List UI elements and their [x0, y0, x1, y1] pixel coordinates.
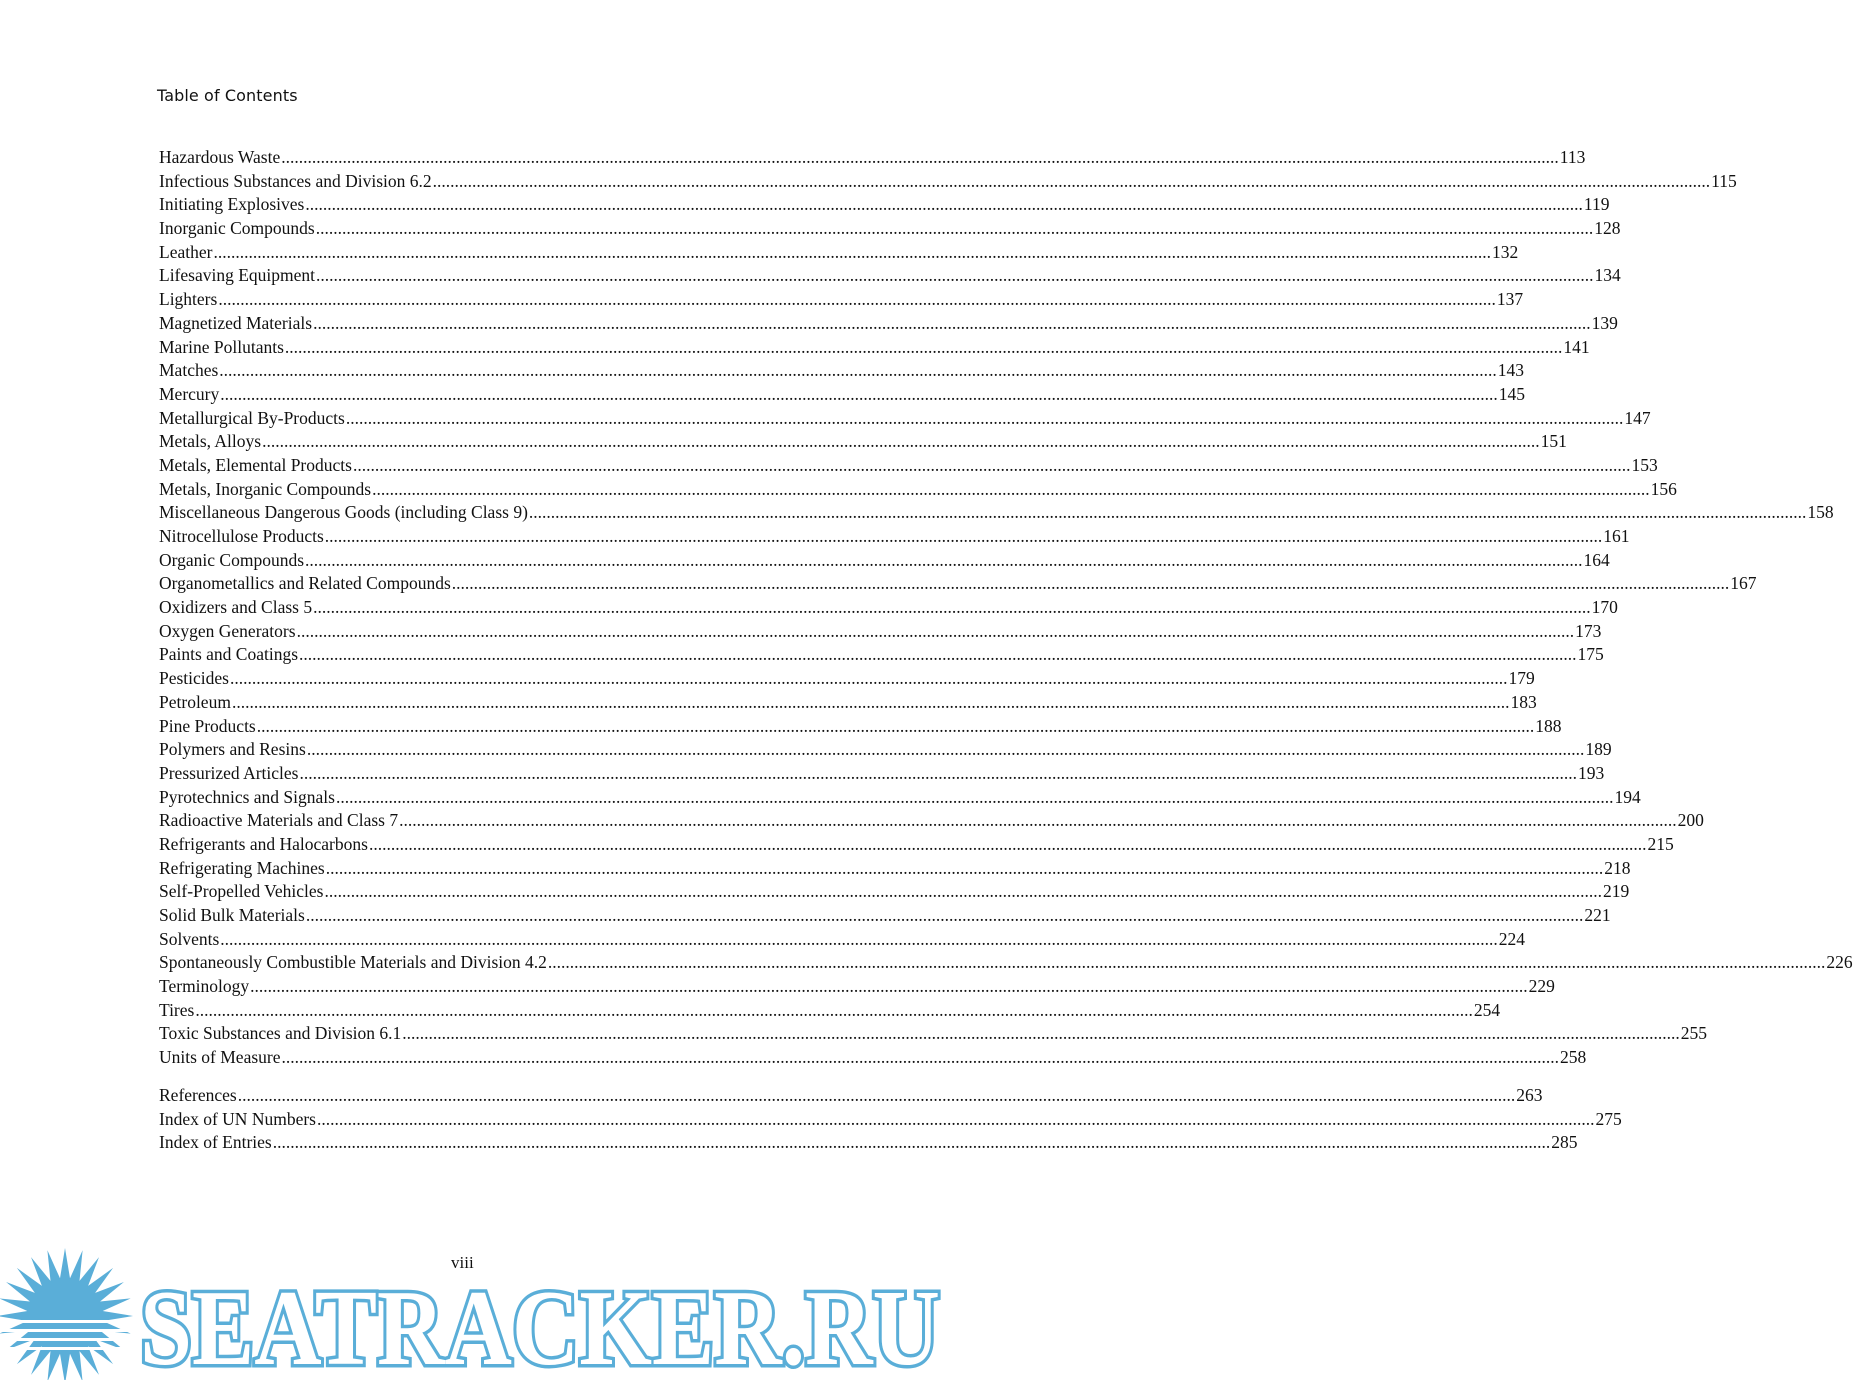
- toc-entry-title: Polymers and Resins: [159, 739, 306, 760]
- toc-entry[interactable]: [159, 525, 1630, 549]
- toc-entry-page-number: 179: [1508, 668, 1535, 689]
- toc-entry[interactable]: [159, 999, 1501, 1023]
- toc-entry-page-number: 173: [1575, 620, 1602, 641]
- toc-entry-page-number: 139: [1591, 312, 1618, 333]
- dot-leader: [372, 478, 1650, 502]
- toc-entry-title: Inorganic Compounds: [159, 218, 315, 239]
- dot-leader: [282, 1046, 1560, 1070]
- toc-entry-page-number: 134: [1594, 265, 1621, 286]
- toc-entry-title: Pressurized Articles: [159, 762, 299, 783]
- dot-leader: [218, 288, 1496, 312]
- toc-entry[interactable]: [159, 288, 1524, 312]
- toc-entry-page-number: 170: [1591, 597, 1618, 618]
- toc-entry-title: Tires: [159, 999, 195, 1020]
- toc-entry[interactable]: [159, 715, 1562, 739]
- dot-leader: [250, 975, 1528, 999]
- toc-entry[interactable]: [159, 833, 1674, 857]
- toc-entry-page-number: 145: [1498, 383, 1526, 404]
- dot-leader: [220, 928, 1498, 952]
- toc-entry-title: Pyrotechnics and Signals: [159, 786, 335, 807]
- dot-leader: [316, 217, 1594, 241]
- dot-leader: [232, 691, 1510, 715]
- toc-entry-title: Marine Pollutants: [159, 336, 284, 357]
- toc-entry-title: Organic Compounds: [159, 549, 305, 570]
- toc-entry-page-number: 224: [1498, 928, 1526, 949]
- watermark-logo: [0, 1236, 958, 1380]
- toc-entry[interactable]: [159, 596, 1618, 620]
- toc-entry-title: Index of UN Numbers: [159, 1108, 316, 1129]
- dot-leader: [452, 572, 1730, 596]
- toc-entry-title: Petroleum: [159, 691, 231, 712]
- toc-entry-page-number: 189: [1585, 739, 1612, 760]
- toc-entry-title: Leather: [159, 241, 213, 262]
- toc-entry[interactable]: [159, 454, 1658, 478]
- toc-entry-title: Matches: [159, 360, 219, 381]
- toc-entry[interactable]: [159, 501, 1834, 525]
- toc-entry-title: References: [159, 1085, 237, 1105]
- toc-entry-title: Initiating Explosives: [159, 194, 305, 215]
- toc-entry-page-number: 258: [1560, 1047, 1587, 1068]
- toc-entry-title: Metallurgical By-Products: [159, 407, 345, 428]
- dot-leader: [369, 833, 1647, 857]
- toc-entry-page-number: 147: [1624, 407, 1651, 428]
- toc-entry[interactable]: [159, 549, 1610, 573]
- dot-leader: [305, 193, 1583, 217]
- toc-entry-title: Index of Entries: [159, 1132, 272, 1153]
- dot-leader: [316, 264, 1594, 288]
- toc-entry[interactable]: [159, 241, 1519, 265]
- toc-entry-page-number: 200: [1677, 810, 1704, 831]
- toc-entry[interactable]: [159, 643, 1604, 667]
- watermark-text: SEATRACKER.RU: [140, 1269, 940, 1380]
- toc-entry-page-number: 188: [1535, 715, 1562, 736]
- sun-icon: [0, 1248, 133, 1380]
- toc-entry[interactable]: [159, 383, 1526, 407]
- toc-entry-page-number: 193: [1577, 762, 1605, 783]
- toc-entry[interactable]: [159, 430, 1567, 454]
- toc-entry-title: Metals, Alloys: [159, 431, 262, 452]
- sun-stripe: [0, 1320, 133, 1323]
- toc-entry-page-number: 275: [1595, 1108, 1622, 1129]
- toc-entry[interactable]: [159, 880, 1630, 904]
- dot-leader: [305, 549, 1583, 573]
- toc-entry-page-number: 137: [1496, 289, 1524, 310]
- toc-entry[interactable]: [159, 1084, 1543, 1108]
- toc-entry-page-number: 151: [1540, 431, 1567, 452]
- toc-entry-page-number: 164: [1583, 549, 1610, 570]
- toc-entry[interactable]: [159, 904, 1611, 928]
- dot-leader: [213, 241, 1491, 265]
- toc-entry[interactable]: [159, 193, 1610, 217]
- toc-back-matter-list: [159, 1084, 1622, 1155]
- toc-entry[interactable]: [159, 572, 1757, 596]
- dot-leader: [325, 525, 1603, 549]
- dot-leader: [281, 146, 1559, 170]
- toc-entry-page-number: 218: [1604, 857, 1631, 878]
- dot-leader: [307, 738, 1585, 762]
- dot-leader: [346, 407, 1624, 431]
- dot-leader: [399, 809, 1677, 833]
- toc-entry-page-number: 128: [1594, 218, 1621, 239]
- toc-entry[interactable]: [159, 217, 1621, 241]
- toc-entry-title: Oxygen Generators: [159, 620, 296, 641]
- toc-entry-title: Magnetized Materials: [159, 312, 313, 333]
- dot-leader: [336, 786, 1614, 810]
- toc-entry-title: Spontaneously Combustible Materials and Division 4.2: [159, 952, 547, 973]
- toc-entry[interactable]: [159, 312, 1618, 336]
- toc-entry[interactable]: [159, 407, 1651, 431]
- toc-entry-page-number: 119: [1583, 194, 1610, 215]
- toc-entry[interactable]: [159, 336, 1590, 360]
- toc-entry[interactable]: [159, 264, 1621, 288]
- toc-entry-title: Lifesaving Equipment: [159, 265, 316, 286]
- toc-entry[interactable]: [159, 170, 1737, 194]
- dot-leader: [529, 501, 1807, 525]
- dot-leader: [313, 596, 1591, 620]
- toc-entry-page-number: 113: [1559, 147, 1586, 167]
- toc-entry-title: Units of Measure: [159, 1047, 281, 1068]
- toc-entry-title: Terminology: [159, 976, 250, 997]
- toc-entry[interactable]: [159, 975, 1555, 999]
- page-number: viii: [451, 1253, 474, 1272]
- dot-leader: [299, 762, 1577, 786]
- toc-entry-title: Metals, Elemental Products: [159, 454, 352, 475]
- dot-leader: [353, 454, 1631, 478]
- toc-entry-title: Nitrocellulose Products: [159, 526, 324, 546]
- toc-entry-page-number: 226: [1826, 952, 1853, 973]
- toc-entry-title: Self-Propelled Vehicles: [159, 881, 324, 902]
- toc-entry-page-number: 153: [1631, 454, 1658, 475]
- dot-leader: [402, 1022, 1680, 1046]
- toc-entry-page-number: 115: [1711, 170, 1737, 191]
- toc-entry-page-number: 285: [1551, 1132, 1578, 1153]
- sun-stripe: [0, 1347, 133, 1350]
- toc-entry-title: Toxic Substances and Division 6.1: [159, 1023, 402, 1044]
- toc-entry[interactable]: [159, 667, 1535, 691]
- toc-entry-title: Infectious Substances and Division 6.2: [159, 170, 432, 191]
- toc-entry[interactable]: [159, 691, 1537, 715]
- toc-entry[interactable]: [159, 1131, 1578, 1155]
- dot-leader: [285, 336, 1563, 360]
- toc-entry[interactable]: [159, 951, 1853, 975]
- toc-entry-page-number: 167: [1730, 573, 1757, 594]
- toc-entry[interactable]: [159, 738, 1612, 762]
- dot-leader: [273, 1131, 1551, 1155]
- toc-entry[interactable]: [159, 1046, 1587, 1070]
- dot-leader: [230, 667, 1508, 691]
- toc-entry-page-number: 255: [1680, 1023, 1708, 1044]
- toc-entry-title: Mercury: [159, 383, 220, 404]
- dot-leader: [306, 904, 1584, 928]
- dot-leader: [433, 170, 1711, 194]
- toc-entry-page-number: 158: [1807, 502, 1834, 523]
- sun-disc: [27, 1278, 103, 1354]
- toc-entry-page-number: 221: [1584, 905, 1611, 925]
- toc-entry[interactable]: [159, 857, 1631, 881]
- toc-entry-title: Hazardous Waste: [159, 147, 281, 167]
- toc-main-list: [159, 146, 1853, 1070]
- toc-entry-title: Refrigerating Machines: [159, 857, 325, 878]
- dot-leader: [548, 951, 1826, 975]
- toc-entry[interactable]: [159, 620, 1602, 644]
- dot-leader: [324, 880, 1602, 904]
- toc-entry[interactable]: [159, 1022, 1708, 1046]
- toc-entry[interactable]: [159, 1108, 1622, 1132]
- toc-entry-title: Miscellaneous Dangerous Goods (including Class 9): [159, 502, 528, 523]
- toc-entry-title: Metals, Inorganic Compounds: [159, 478, 372, 499]
- toc-entry[interactable]: [159, 928, 1526, 952]
- toc-entry-page-number: 219: [1602, 881, 1630, 902]
- toc-entry-page-number: 143: [1497, 360, 1525, 381]
- toc-entry-title: Solvents: [159, 928, 220, 949]
- toc-entry-page-number: 263: [1516, 1085, 1543, 1105]
- toc-entry-page-number: 132: [1491, 241, 1519, 262]
- toc-entry-title: Pesticides: [159, 668, 229, 689]
- toc-entry-title: Organometallics and Related Compounds: [159, 573, 451, 594]
- dot-leader: [262, 430, 1540, 454]
- toc-entry-page-number: 156: [1650, 478, 1677, 499]
- toc-entry-title: Radioactive Materials and Class 7: [159, 810, 399, 831]
- dot-leader: [238, 1084, 1516, 1108]
- toc-entry[interactable]: [159, 762, 1605, 786]
- dot-leader: [219, 359, 1497, 383]
- toc-entry[interactable]: [159, 478, 1677, 502]
- toc-entry[interactable]: [159, 146, 1586, 170]
- dot-leader: [195, 999, 1473, 1023]
- dot-leader: [299, 643, 1577, 667]
- toc-entry-title: Oxidizers and Class 5: [159, 597, 313, 618]
- dot-leader: [313, 312, 1591, 336]
- sun-stripe: [0, 1329, 133, 1332]
- toc-entry[interactable]: [159, 809, 1704, 833]
- toc-entry-page-number: 175: [1577, 644, 1604, 665]
- toc-entry-page-number: 254: [1473, 999, 1501, 1020]
- toc-entry-title: Paints and Coatings: [159, 644, 299, 665]
- running-header: Table of Contents: [157, 86, 298, 105]
- toc-entry-page-number: 183: [1510, 691, 1537, 712]
- toc-entry[interactable]: [159, 359, 1525, 383]
- sun-stripe: [0, 1338, 133, 1341]
- toc-entry-page-number: 215: [1647, 833, 1674, 854]
- toc-entry-title: Refrigerants and Halocarbons: [159, 833, 368, 854]
- dot-leader: [317, 1108, 1595, 1132]
- dot-leader: [297, 620, 1575, 644]
- toc-entry-page-number: 229: [1528, 976, 1555, 997]
- toc-entry-title: Lighters: [159, 289, 218, 310]
- toc-entry-page-number: 141: [1563, 336, 1590, 357]
- toc-entry-page-number: 161: [1603, 526, 1630, 546]
- dot-leader: [220, 383, 1498, 407]
- dot-leader: [326, 857, 1604, 881]
- toc-entry-title: Pine Products: [159, 715, 256, 736]
- toc-entry-page-number: 194: [1614, 786, 1641, 807]
- dot-leader: [257, 715, 1535, 739]
- toc-entry[interactable]: [159, 786, 1641, 810]
- toc-entry-title: Solid Bulk Materials: [159, 905, 305, 925]
